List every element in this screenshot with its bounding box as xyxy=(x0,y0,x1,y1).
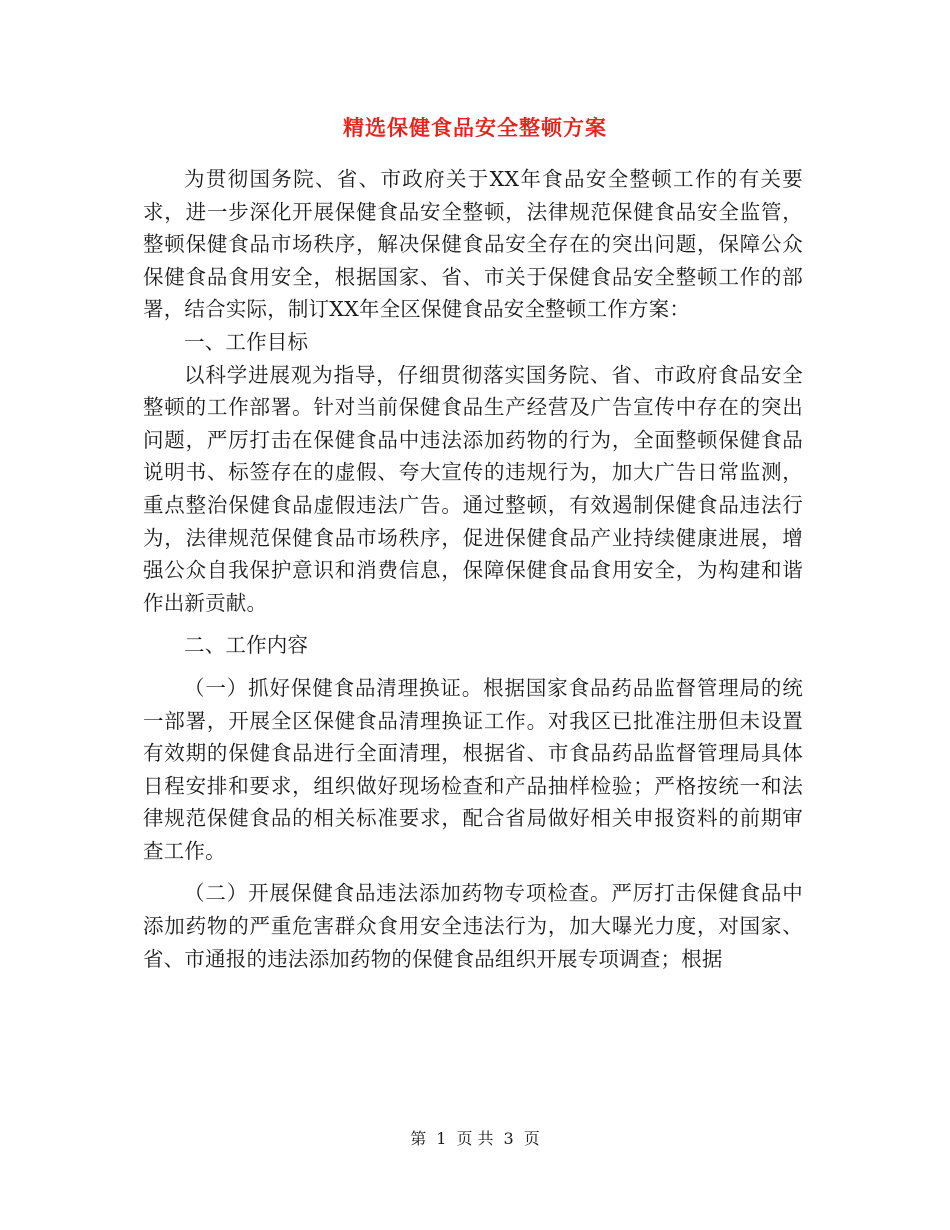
paragraph-item-2: （二）开展保健食品违法添加药物专项检查。严厉打击保健食品中添加药物的严重危害群众食用安全违法行为，加大曝光力度，对国家、省、市通报的违法添加药物的保健食品组织开展专项调查；根据 xyxy=(143,881,803,971)
heading-work-content: 二、工作内容 xyxy=(184,633,309,658)
footer-current-page: 1 xyxy=(436,1129,447,1148)
paragraph-intro: 为贯彻国务院、省、市政府关于XX年食品安全整顿工作的有关要求，进一步深化开展保健食品安全整顿，法律规范保健食品安全监管，整顿保健食品市场秩序，解决保健食品安全存在的突出问题，保障公众保健食品食用安全，根据国家、省、市关于保健食品安全整顿工作的部署，结合实际，制订XX年全区保健食品安全整顿工作方案： xyxy=(143,167,803,322)
footer-prefix: 第 xyxy=(410,1129,427,1148)
footer-middle: 页 共 xyxy=(456,1129,494,1148)
footer-total-pages: 3 xyxy=(503,1129,514,1148)
footer-suffix: 页 xyxy=(523,1129,540,1148)
paragraph-item-1: （一）抓好保健食品清理换证。根据国家食品药品监督管理局的统一部署，开展全区保健食品清理换证工作。对我区已批准注册但未设置有效期的保健食品进行全面清理，根据省、市食品药品监督管理局具体日程安排和要求，组织做好现场检查和产品抽样检验；严格按统一和法律规范保健食品的相关标准要求，配合省局做好相关申报资料的前期审查工作。 xyxy=(143,675,803,863)
document-title: 精选保健食品安全整顿方案 xyxy=(343,115,607,140)
paragraph-work-goal: 以科学进展观为指导，仔细贯彻落实国务院、省、市政府食品安全整顿的工作部署。针对当前保健食品生产经营及广告宣传中存在的突出问题，严厉打击在保健食品中违法添加药物的行为，全面整顿保健食品说明书、标签存在的虚假、夸大宣传的违规行为，加大广告日常监测，重点整治保健食品虚假违法广告。通过整顿，有效遏制保健食品违法行为，法律规范保健食品市场秩序，促进保健食品产业持续健康进展，增强公众自我保护意识和消费信息，保障保健食品食用安全，为构建和谐作出新贡献。 xyxy=(143,362,803,615)
heading-work-goal: 一、工作目标 xyxy=(184,329,309,354)
document-body xyxy=(143,163,803,975)
page-footer xyxy=(0,1127,950,1151)
